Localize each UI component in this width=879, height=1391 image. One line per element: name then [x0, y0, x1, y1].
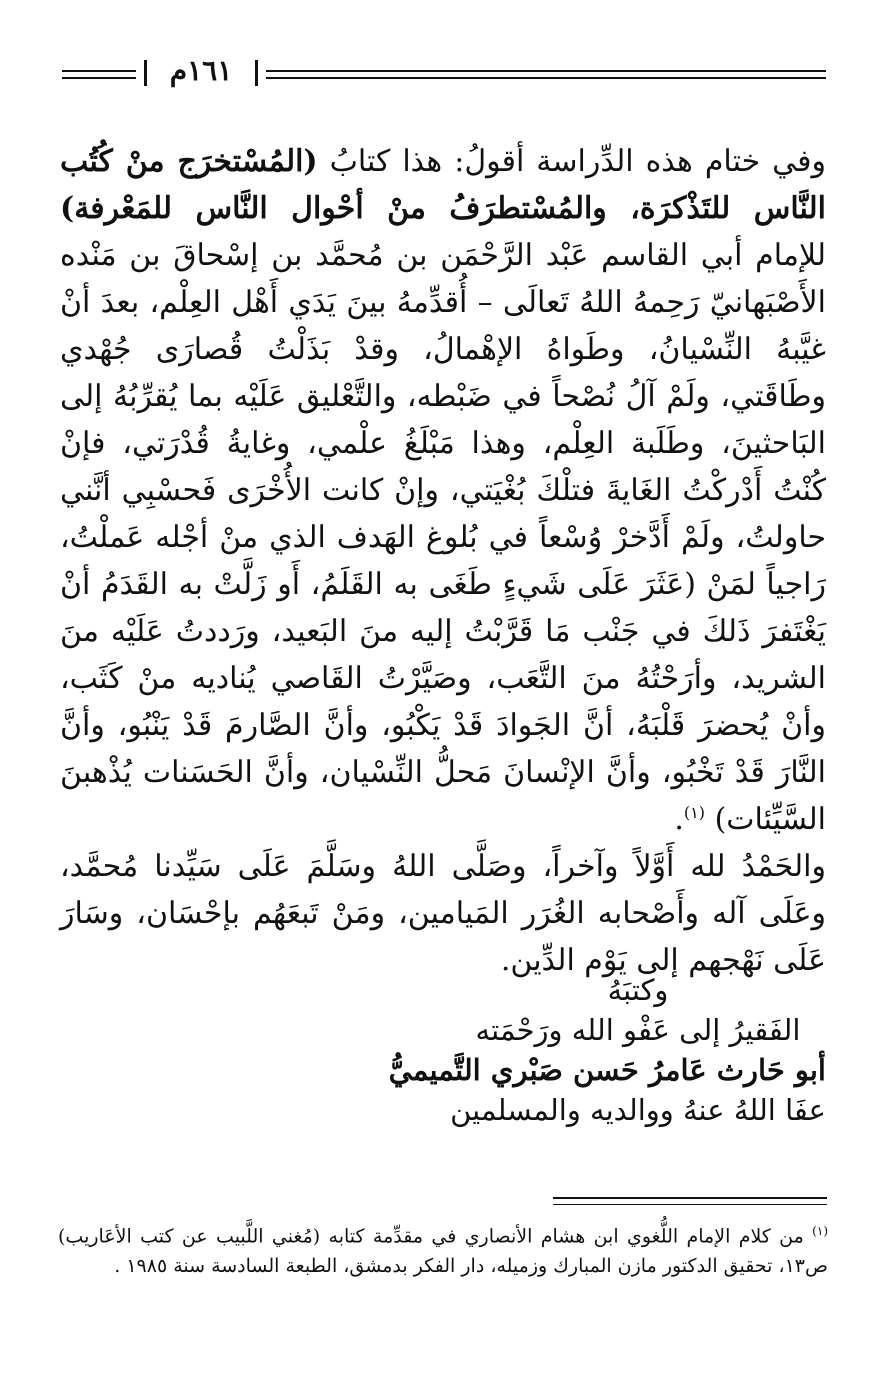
paragraph-1-intro: وفي ختام هذه الدِّراسة أقولُ: هذا كتابُ [317, 144, 826, 179]
signature-line-1: وكتبَهُ [607, 973, 669, 1007]
footnote [58, 1216, 828, 1281]
page-header [62, 52, 826, 92]
signature-line-2: الفَقيرُ إلى عَفْو الله ورَحْمَته [475, 1013, 801, 1047]
signature-line-4: عفَا اللهُ عنهُ ووالديه والمسلمين [450, 1093, 826, 1127]
signature-block [388, 970, 826, 1130]
footnote-mark: (١) [812, 1224, 828, 1238]
footnote-paragraph [58, 1216, 828, 1281]
header-rule-right [266, 70, 826, 79]
page-number-bar-left [144, 60, 147, 86]
paragraph-1 [60, 138, 826, 843]
page-number: ١٦١م [169, 54, 233, 87]
page-number-bar-right [255, 60, 258, 86]
paragraph-1-end: . [674, 802, 684, 837]
footnote-reference: (١) [683, 803, 706, 822]
page-number-box [142, 54, 260, 88]
paragraph-1-body: للإمام أبي القاسم عَبْد الرَّحْمَن بن مُحمَّد بن إسْحاقَ بن مَنْده الأَصْبَهانيّ رَحِمهُ اللهُ تَعالَى – أُقدِّمهُ بينَ يَدَي أَهْل العِلْم، بعدَ أنْ غيَّبهُ النِّسْيانُ، وطَواهُ الإهْمالُ، وقدْ بَذَلْتُ قُصارَى جُهْدي وطَاقَتي، ولَمْ آلُ نُصْحاً في ضَبْطه، والتَّعْليق عَلَيْه بما يُقرِّبُهُ إلى البَاحثينَ، وطَلَبة العِلْم، وهذا مَبْلَغُ علْمي، وغايةُ قُدْرَتي، فإنْ كُنْتُ أَدْركْتُ الغَايةَ فتلْكَ بُغْيَتي، وإنْ كانت الأُخْرَى فَحسْبِي أنَّني حاولتُ، ولَمْ أَدَّخرْ وُسْعاً في بُلوغ الهَدف الذي منْ أجْله عَملْتُ، رَاجياً لمَنْ (عَثَرَ عَلَى شَيءٍ طَغَى به القَلَمُ، أَو زَلَّتْ به القَدَمُ أنْ يَغْتَفرَ ذَلكَ في جَنْب مَا قَرَّبْتُ إليه منَ البَعيد، ورَددتُ عَلَيْه منَ الشريد، وأرَحْتُهُ منَ التَّعَب، وصَيَّرْتُ القَاصي يُناديه منْ كَثَب، وأنْ يُحضرَ قَلْبَهُ، أنَّ الجَوادَ قَدْ يَكْبُو، وأنَّ الصَّارمَ قَدْ يَنْبُو، وأنَّ النَّارَ قَدْ تَخْبُو، وأنَّ الإنْسانَ مَحلُّ النِّسْيان، وأنَّ الحَسَنات يُذْهبنَ السَّيِّئات) [60, 238, 826, 837]
book-title: (المُسْتخرَج منْ كُتُب النَّاس للتَذْكرَة، والمُسْتطرَفُ منْ أحْوال النَّاس للمَعْرفة) [60, 144, 826, 226]
paragraph-2: والحَمْدُ لله أَوَّلاً وآخراً، وصَلَّى اللهُ وسَلَّمَ عَلَى سَيِّدنا مُحمَّد، وعَلَى آله وأَصْحابه الغُرَر المَيامين، ومَنْ تَبعَهُم بإحْسَان، وسَارَ عَلَى نَهْجهم إلى يَوْم الدِّين. [60, 849, 826, 978]
footnote-rule [553, 1197, 827, 1205]
author-name: أبو حَارث عَامرُ حَسن صَبْري التَّميميُّ [388, 1053, 826, 1087]
header-rule-left [62, 70, 136, 79]
footnote-text: من كلام الإمام اللُّغوي ابن هشام الأنصاري في مقدِّمة كتابه (مُغني اللَّبيب عن كتب الأعَاريب) ص١٣، تحقيق الدكتور مازن المبارك وزميله، دار الفكر بدمشق، الطبعة السادسة سنة ١٩٨٥ . [58, 1225, 828, 1278]
main-text [60, 138, 826, 984]
